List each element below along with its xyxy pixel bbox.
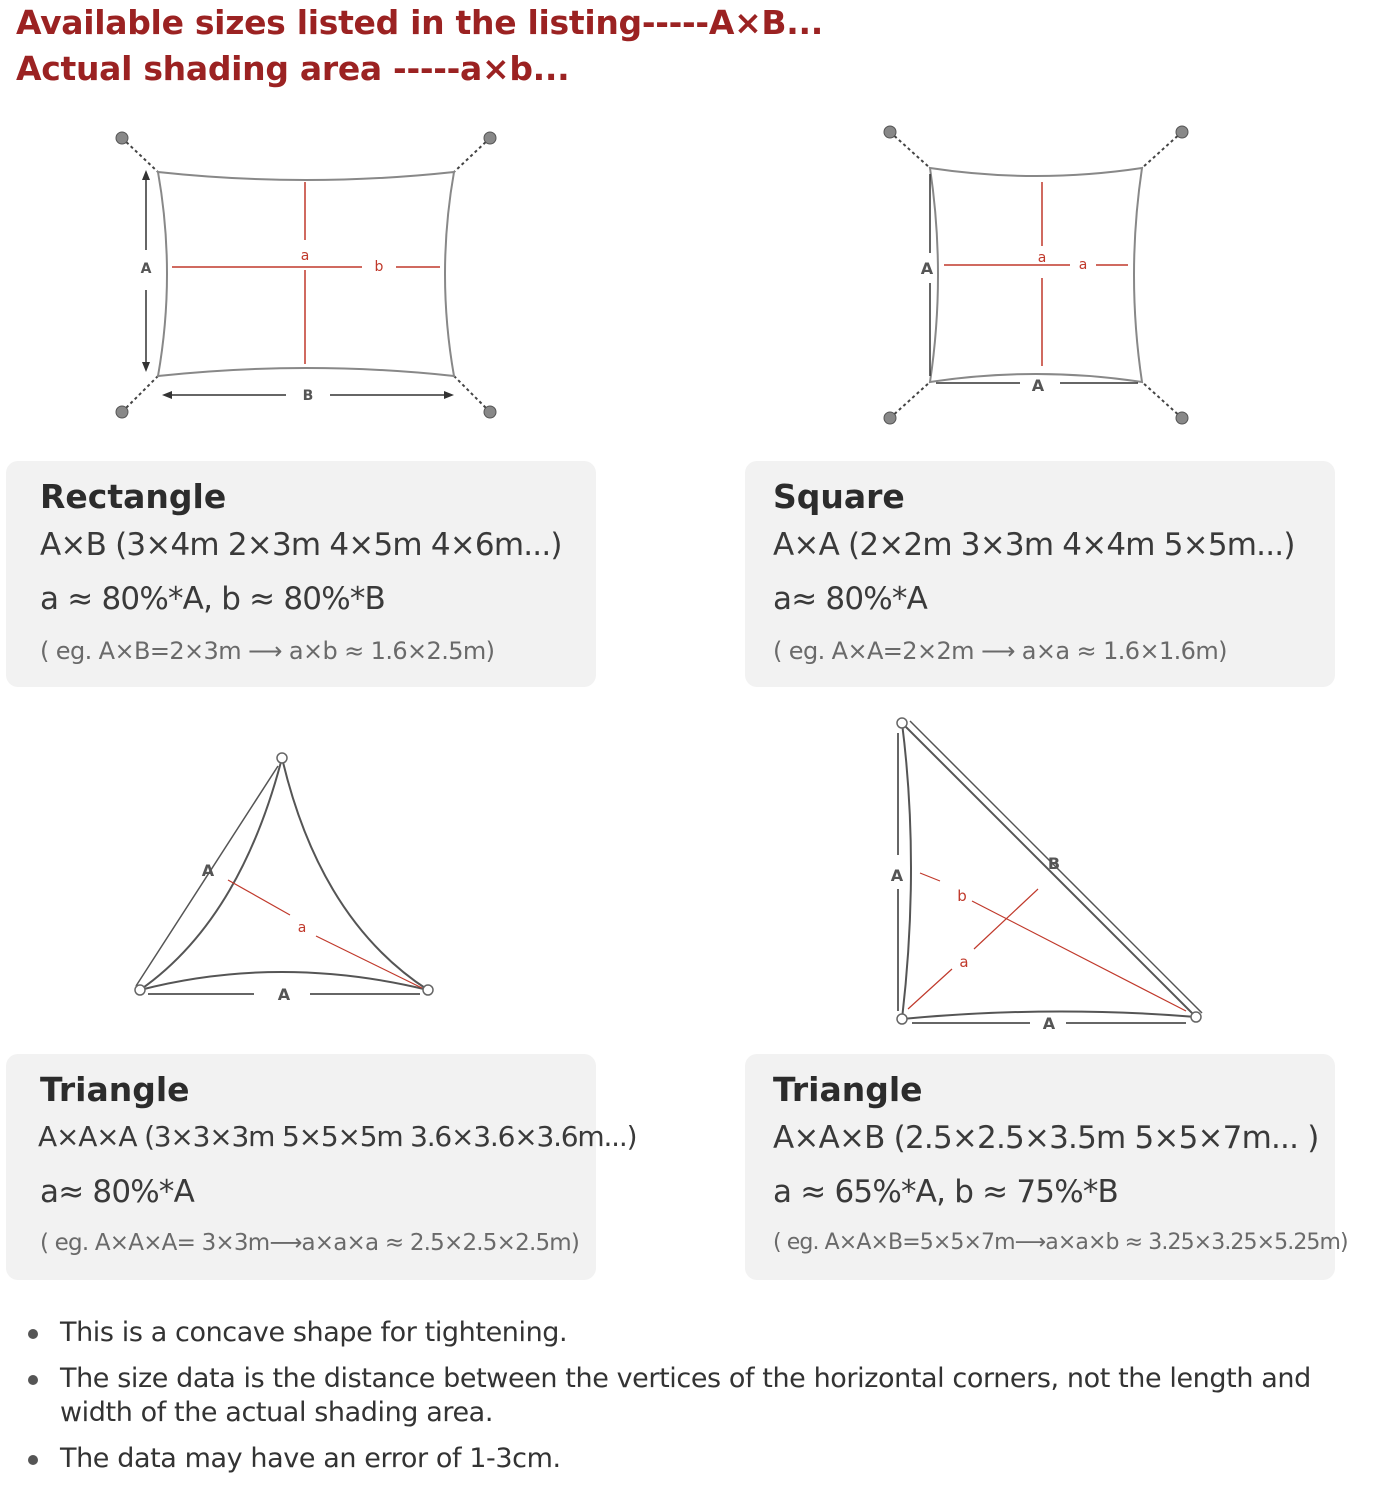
card-example: ( eg. A×A×B=5×5×7m⟶a×a×b ≈ 3.25×3.25×5.25m): [773, 1230, 1348, 1255]
tri2-label-a: a: [959, 953, 969, 971]
note-item: [28, 1316, 1368, 1350]
tri1-label-a: a: [297, 920, 307, 936]
card-ratio: a≈ 80%*A: [773, 581, 928, 617]
rect-label-a: a: [300, 248, 310, 264]
note-text: The data may have an error of 1-3cm.: [60, 1443, 561, 1474]
card-sizes: A×A (2×2m 3×3m 4×4m 5×5m...): [773, 527, 1295, 563]
header-line-2: Actual shading area -----a×b...: [16, 49, 570, 88]
card-title: Square: [773, 477, 905, 516]
card-example: ( eg. A×B=2×3m ⟶ a×b ≈ 1.6×2.5m): [40, 637, 495, 665]
card-ratio: a ≈ 80%*A, b ≈ 80%*B: [40, 581, 386, 617]
rect-label-B: B: [302, 388, 314, 404]
square-label-a-vertical: a: [1037, 250, 1047, 266]
card-example: ( eg. A×A×A= 3×3m⟶a×a×a ≈ 2.5×2.5×2.5m): [40, 1230, 580, 1256]
header: [16, 0, 823, 92]
card-ratio: a ≈ 65%*A, b ≈ 75%*B: [773, 1174, 1119, 1210]
square-diagram: [870, 118, 1200, 433]
card-rectangle: [6, 461, 596, 687]
bullet-icon: [28, 1329, 38, 1339]
header-line-1: Available sizes listed in the listing-----A×B...: [16, 3, 823, 42]
card-title: Rectangle: [40, 477, 227, 516]
card-sizes: A×B (3×4m 2×3m 4×5m 4×6m...): [40, 527, 562, 563]
note-text: The size data is the distance between the vertices of the horizontal corners, not the length and width of the actual shading area.: [60, 1363, 1311, 1428]
square-label-A-bottom: A: [1031, 376, 1045, 395]
square-label-a-horizontal: a: [1078, 257, 1088, 273]
card-sizes: A×A×A (3×3×3m 5×5×5m 3.6×3.6×3.6m...): [38, 1120, 637, 1153]
card-sizes: A×A×B (2.5×2.5×3.5m 5×5×7m... ): [773, 1120, 1319, 1156]
triangle-right-diagram: [880, 705, 1220, 1035]
rect-label-A: A: [140, 261, 152, 277]
tri2-label-A-side: A: [890, 866, 904, 885]
note-text: This is a concave shape for tightening.: [60, 1317, 568, 1348]
card-example: ( eg. A×A=2×2m ⟶ a×a ≈ 1.6×1.6m): [773, 637, 1227, 665]
card-title: Triangle: [773, 1070, 923, 1109]
notes-list: [28, 1316, 1368, 1488]
card-title: Triangle: [40, 1070, 190, 1109]
square-label-A-left: A: [920, 259, 934, 278]
tri1-label-A-bottom: A: [277, 985, 291, 1004]
tri2-label-B: B: [1047, 854, 1061, 873]
rect-label-b: b: [374, 259, 384, 275]
bullet-icon: [28, 1455, 38, 1465]
card-triangle-right: [745, 1054, 1348, 1280]
note-item: [28, 1442, 1368, 1476]
card-square: [745, 461, 1335, 687]
note-item: [28, 1362, 1368, 1430]
card-ratio: a≈ 80%*A: [40, 1174, 195, 1210]
tri2-label-A-bottom: A: [1042, 1014, 1056, 1033]
triangle-equal-diagram: [120, 740, 450, 1020]
tri2-label-b: b: [957, 887, 967, 905]
rectangle-diagram: [100, 120, 520, 430]
bullet-icon: [28, 1375, 38, 1385]
card-triangle-equal: [6, 1054, 637, 1280]
tri1-label-A-side: A: [201, 861, 215, 880]
